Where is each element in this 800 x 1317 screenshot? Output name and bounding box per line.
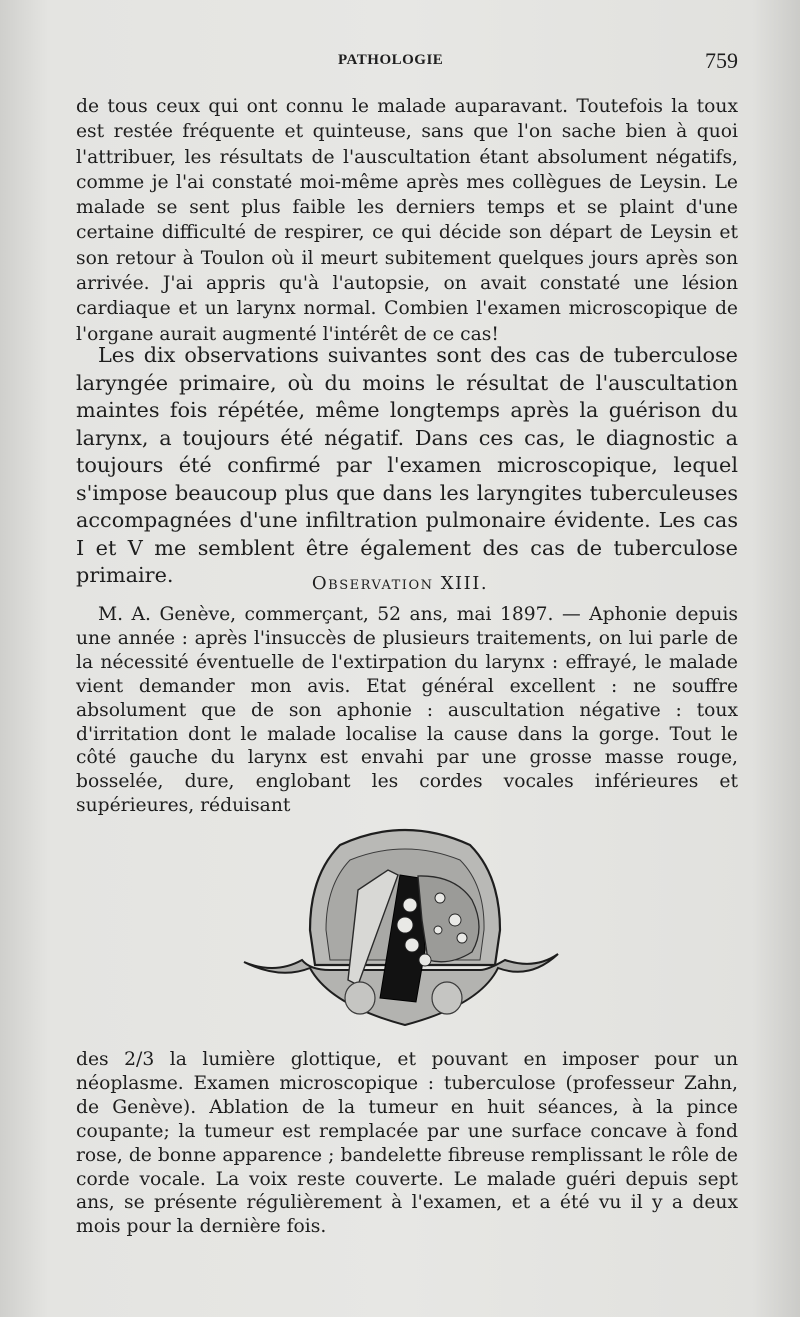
paragraph-1 [76, 94, 738, 347]
paragraph-4 [76, 1048, 738, 1239]
arytenoid-right [432, 982, 462, 1014]
larynx-drawing [240, 820, 560, 1030]
paragraph-2 [76, 342, 738, 590]
page-header [70, 48, 740, 74]
paragraph-3 [76, 603, 738, 818]
paragraph-4-text: des 2/3 la lumière glottique, et pouvant en imposer pour un néoplasme. Examen microscopique : tuberculose (professeur Zahn, de Genève). Ablation de la tumeur en huit séances, à la pince coupante; la tumeur est remplacée par une surface concave à fond rose, de bonne apparence ; bandelette fibreuse remplissant le rôle de corde vocale. La voix reste couverte. Le malade guéri depuis sept ans, se présente régulièrement à l'examen, et a été vu il y a deux mois pour la dernière fois. [76, 1049, 738, 1238]
larynx-illustration [240, 820, 560, 1030]
arytenoid-left [345, 982, 375, 1014]
running-title: PATHOLOGIE [338, 52, 444, 68]
page-number: 759 [705, 48, 738, 73]
observation-heading: Observation XIII. [311, 573, 489, 594]
paragraph-1-text: de tous ceux qui ont connu le malade auparavant. Toutefois la toux est restée fréquente et quinteuse, sans que l'on sache bien à quoi l'attribuer, les résultats de l'auscultation étant absolument négatifs, comme je l'ai constaté moi-même après mes collègues de Leysin. Le malade se sent plus faible les derniers temps et se plaint d'une certaine difficulté de respirer, ce qui décide son départ de Leysin et son retour à Toulon où il meurt subitement quelques jours après son arrivée. J'ai appris qu'à l'autopsie, on avait constaté une lésion cardiaque et un larynx normal. Combien l'examen microscopique de l'organe aurait augmenté l'intérêt de ce cas! [76, 96, 738, 345]
paragraph-2-text: Les dix observations suivantes sont des cas de tuberculose laryngée primaire, où du moins le résultat de l'auscultation maintes fois répétée, même longtemps après la guérison du larynx, a toujours été négatif. Dans ces cas, le diagnostic a toujours été confirmé par l'examen microscopique, lequel s'impose beaucoup plus que dans les laryngites tuberculeuses accompagnées d'une infiltration pulmonaire évidente. Les cas I et V me semblent être également des cas de tuberculose primaire. [76, 343, 738, 587]
paragraph-3-text: M. A. Genève, commerçant, 52 ans, mai 1897. — Aphonie depuis une année : après l'insuccès de plusieurs traitements, on lui parle de la nécessité éventuelle de l'extirpation du larynx : effrayé, le malade vient demander mon avis. Etat général excellent : ne souffre absolument que de son aphonie : auscultation négative : toux d'irritation dont le malade localise la cause dans la gorge. Tout le côté gauche du larynx est envahi par une grosse masse rouge, bosselée, dure, englobant les cordes vocales inférieures et supérieures, réduisant [76, 604, 738, 817]
